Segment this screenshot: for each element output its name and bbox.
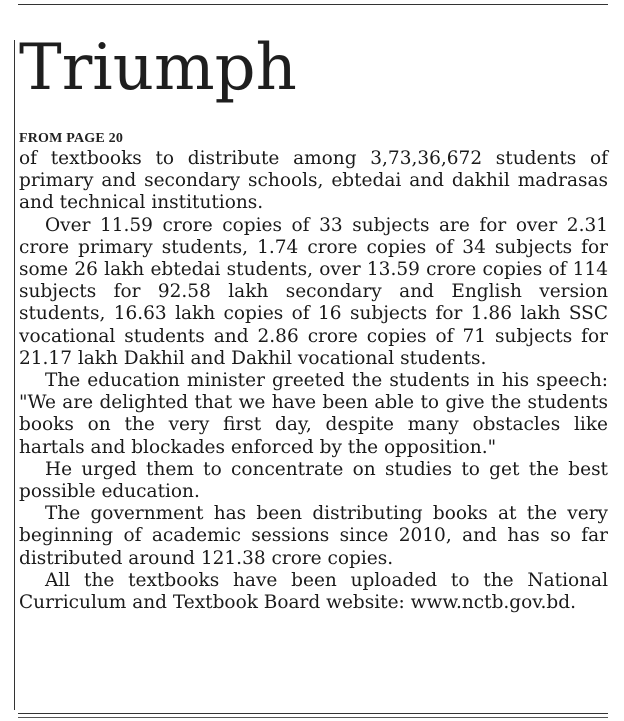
paragraph-4: He urged them to concentrate on studies to get the best possible education.: [19, 458, 608, 503]
column-rule: [14, 40, 15, 710]
paragraph-3: The education minister greeted the students in his speech: "We are delighted that we have been able to give the students books on the very first day, despite many obstacles like hartals and blockades enforced by the opposition.": [19, 370, 608, 458]
paragraph-5: The government has been distributing books at the very beginning of academic sessions since 2010, and has so far distributed around 121.38 crore copies.: [19, 503, 608, 569]
article: [19, 28, 608, 614]
bottom-rule-thin: [18, 717, 608, 718]
bottom-rule: [18, 713, 608, 714]
top-rule: [18, 4, 608, 5]
paragraph-6: All the textbooks have been uploaded to the National Curriculum and Textbook Board website: www.nctb.gov.bd.: [19, 569, 608, 614]
paragraph-1: of textbooks to distribute among 3,73,36,672 students of primary and secondary schools, ebtedai and dakhil madrasas and technical institutions.: [19, 148, 608, 214]
continued-from-label: FROM PAGE 20: [19, 131, 124, 146]
headline: Triumph: [19, 31, 297, 105]
paragraph-2: Over 11.59 crore copies of 33 subjects are for over 2.31 crore primary students, 1.74 crore copies of 34 subjects for some 26 lakh ebtedai students, over 13.59 crore copies of 114 subjects for 92.58 lakh secondary and English version students, 16.63 lakh copies of 16 subjects for 1.86 lakh SSC vocational students and 2.86 crore copies of 71 subjects for 21.17 lakh Dakhil and Dakhil vocational students.: [19, 214, 608, 369]
